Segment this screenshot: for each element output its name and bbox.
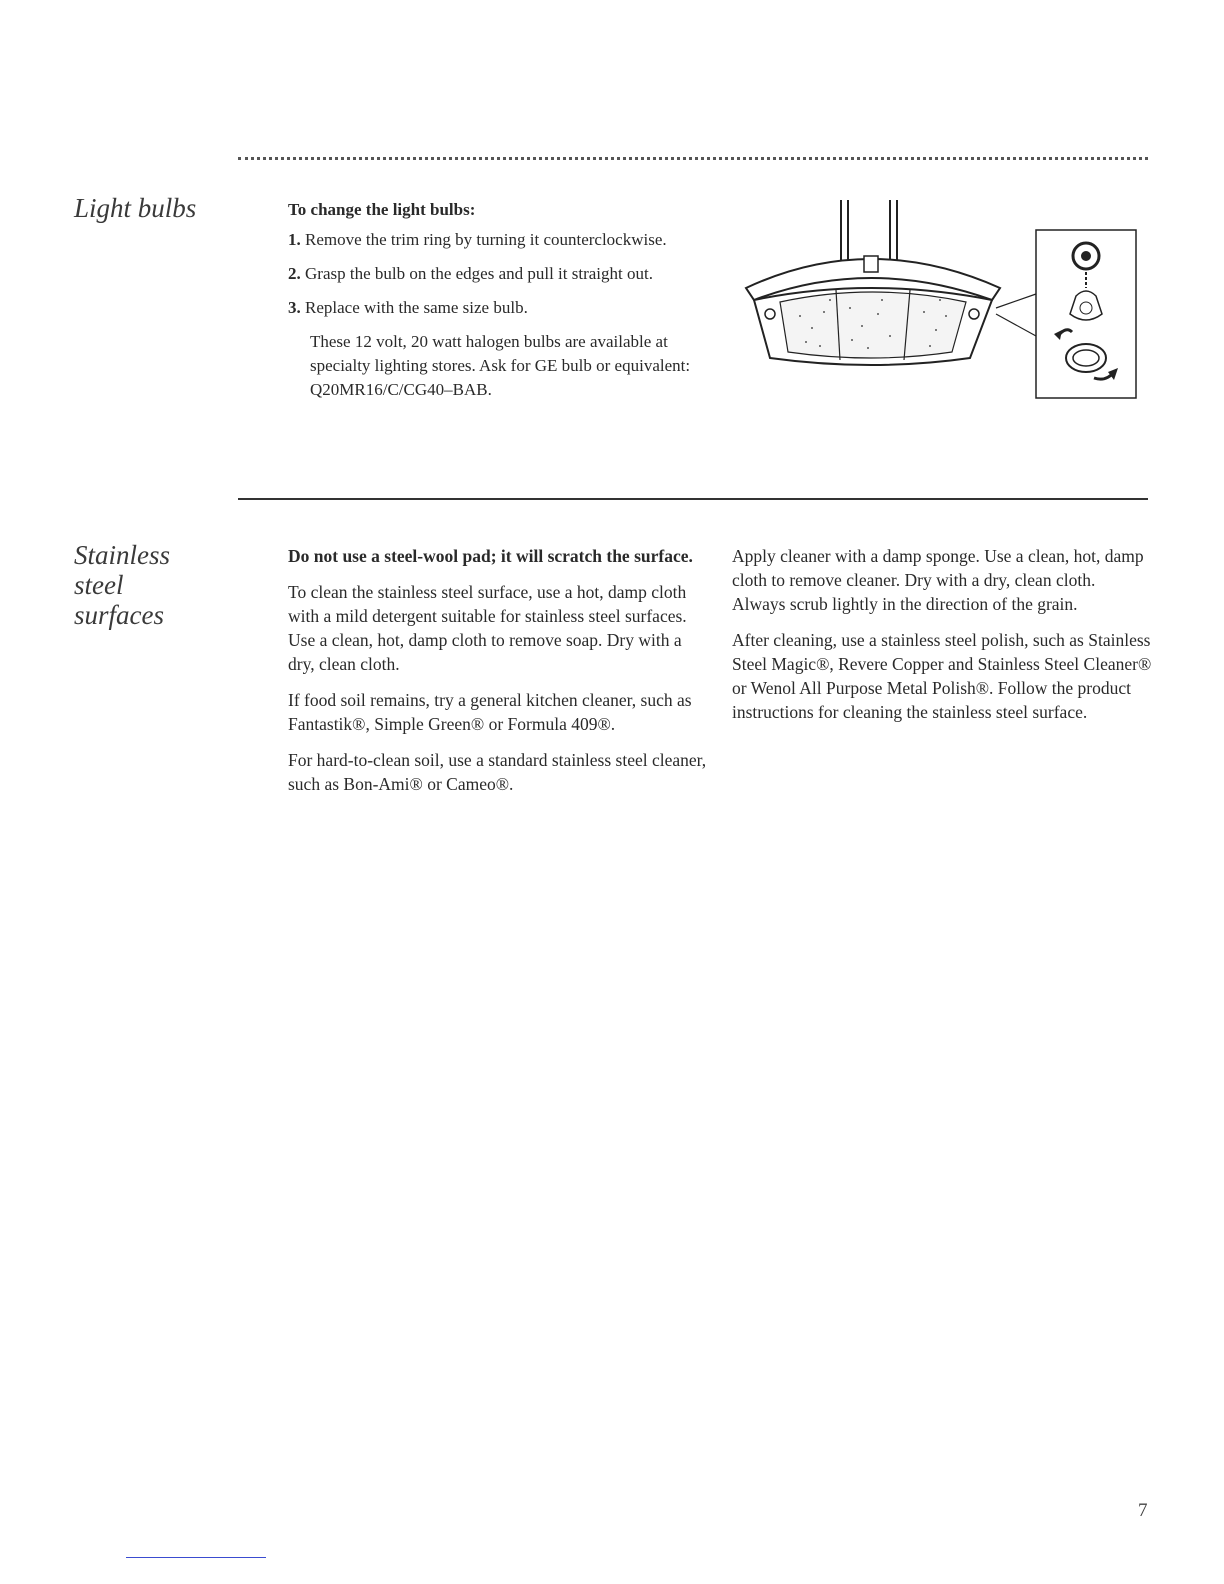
food-soil-paragraph: If food soil remains, try a general kitchen cleaner, such as Fantastik®, Simple Green® or Formula 409®.	[288, 690, 692, 734]
stainless-right-column	[732, 544, 1152, 736]
light-bulbs-instructions	[288, 198, 718, 402]
step-2-number: 2.	[288, 264, 301, 283]
bulb-note: These 12 volt, 20 watt halogen bulbs are available at specialty lighting stores. Ask for GE bulb or equivalent: Q20MR16/C/CG40–BAB.	[310, 332, 691, 399]
title-line-1: Stainless	[74, 540, 171, 570]
apply-cleaner-paragraph: Apply cleaner with a damp sponge. Use a clean, hot, damp cloth to remove cleaner. Dry with a dry, clean cloth. Always scrub lightly in the direction of the grain.	[732, 546, 1144, 614]
step-1-text: Remove the trim ring by turning it counterclockwise.	[305, 230, 667, 249]
section-divider	[238, 498, 1148, 500]
step-3	[288, 296, 718, 320]
step-2-text: Grasp the bulb on the edges and pull it straight out.	[305, 264, 653, 283]
light-bulbs-heading: To change the light bulbs:	[288, 200, 476, 219]
steel-wool-warning: Do not use a steel-wool pad; it will scratch the surface.	[288, 546, 693, 566]
clean-paragraph: To clean the stainless steel surface, use a hot, damp cloth with a mild detergent suitable for stainless steel surfaces. Use a clean, hot, damp cloth to remove soap. Dry with a dry, clean cloth.	[288, 582, 687, 674]
hood-light-drawing	[740, 196, 1140, 400]
hard-soil-paragraph: For hard-to-clean soil, use a standard stainless steel cleaner, such as Bon-Ami® or Cameo®.	[288, 750, 707, 794]
polish-paragraph: After cleaning, use a stainless steel polish, such as Stainless Steel Magic®, Revere Copper and Stainless Steel Cleaner® or Wenol All Purpose Metal Polish®. Follow the product instructions for cleaning the stainless steel surface.	[732, 630, 1152, 722]
top-dotted-rule	[238, 157, 1148, 160]
light-bulbs-title: Light bulbs	[74, 193, 197, 223]
step-2	[288, 262, 718, 286]
step-3-text: Replace with the same size bulb.	[305, 298, 528, 317]
page-number: 7	[1138, 1500, 1148, 1521]
step-1-number: 1.	[288, 230, 301, 249]
bottom-link-line	[126, 1557, 266, 1558]
step-1	[288, 228, 718, 252]
title-line-2: steel	[74, 570, 124, 600]
stainless-steel-title	[74, 540, 170, 630]
title-line-3: surfaces	[74, 600, 164, 630]
stainless-left-column	[288, 544, 708, 808]
step-3-number: 3.	[288, 298, 301, 317]
hood-light-illustration	[740, 196, 1140, 400]
